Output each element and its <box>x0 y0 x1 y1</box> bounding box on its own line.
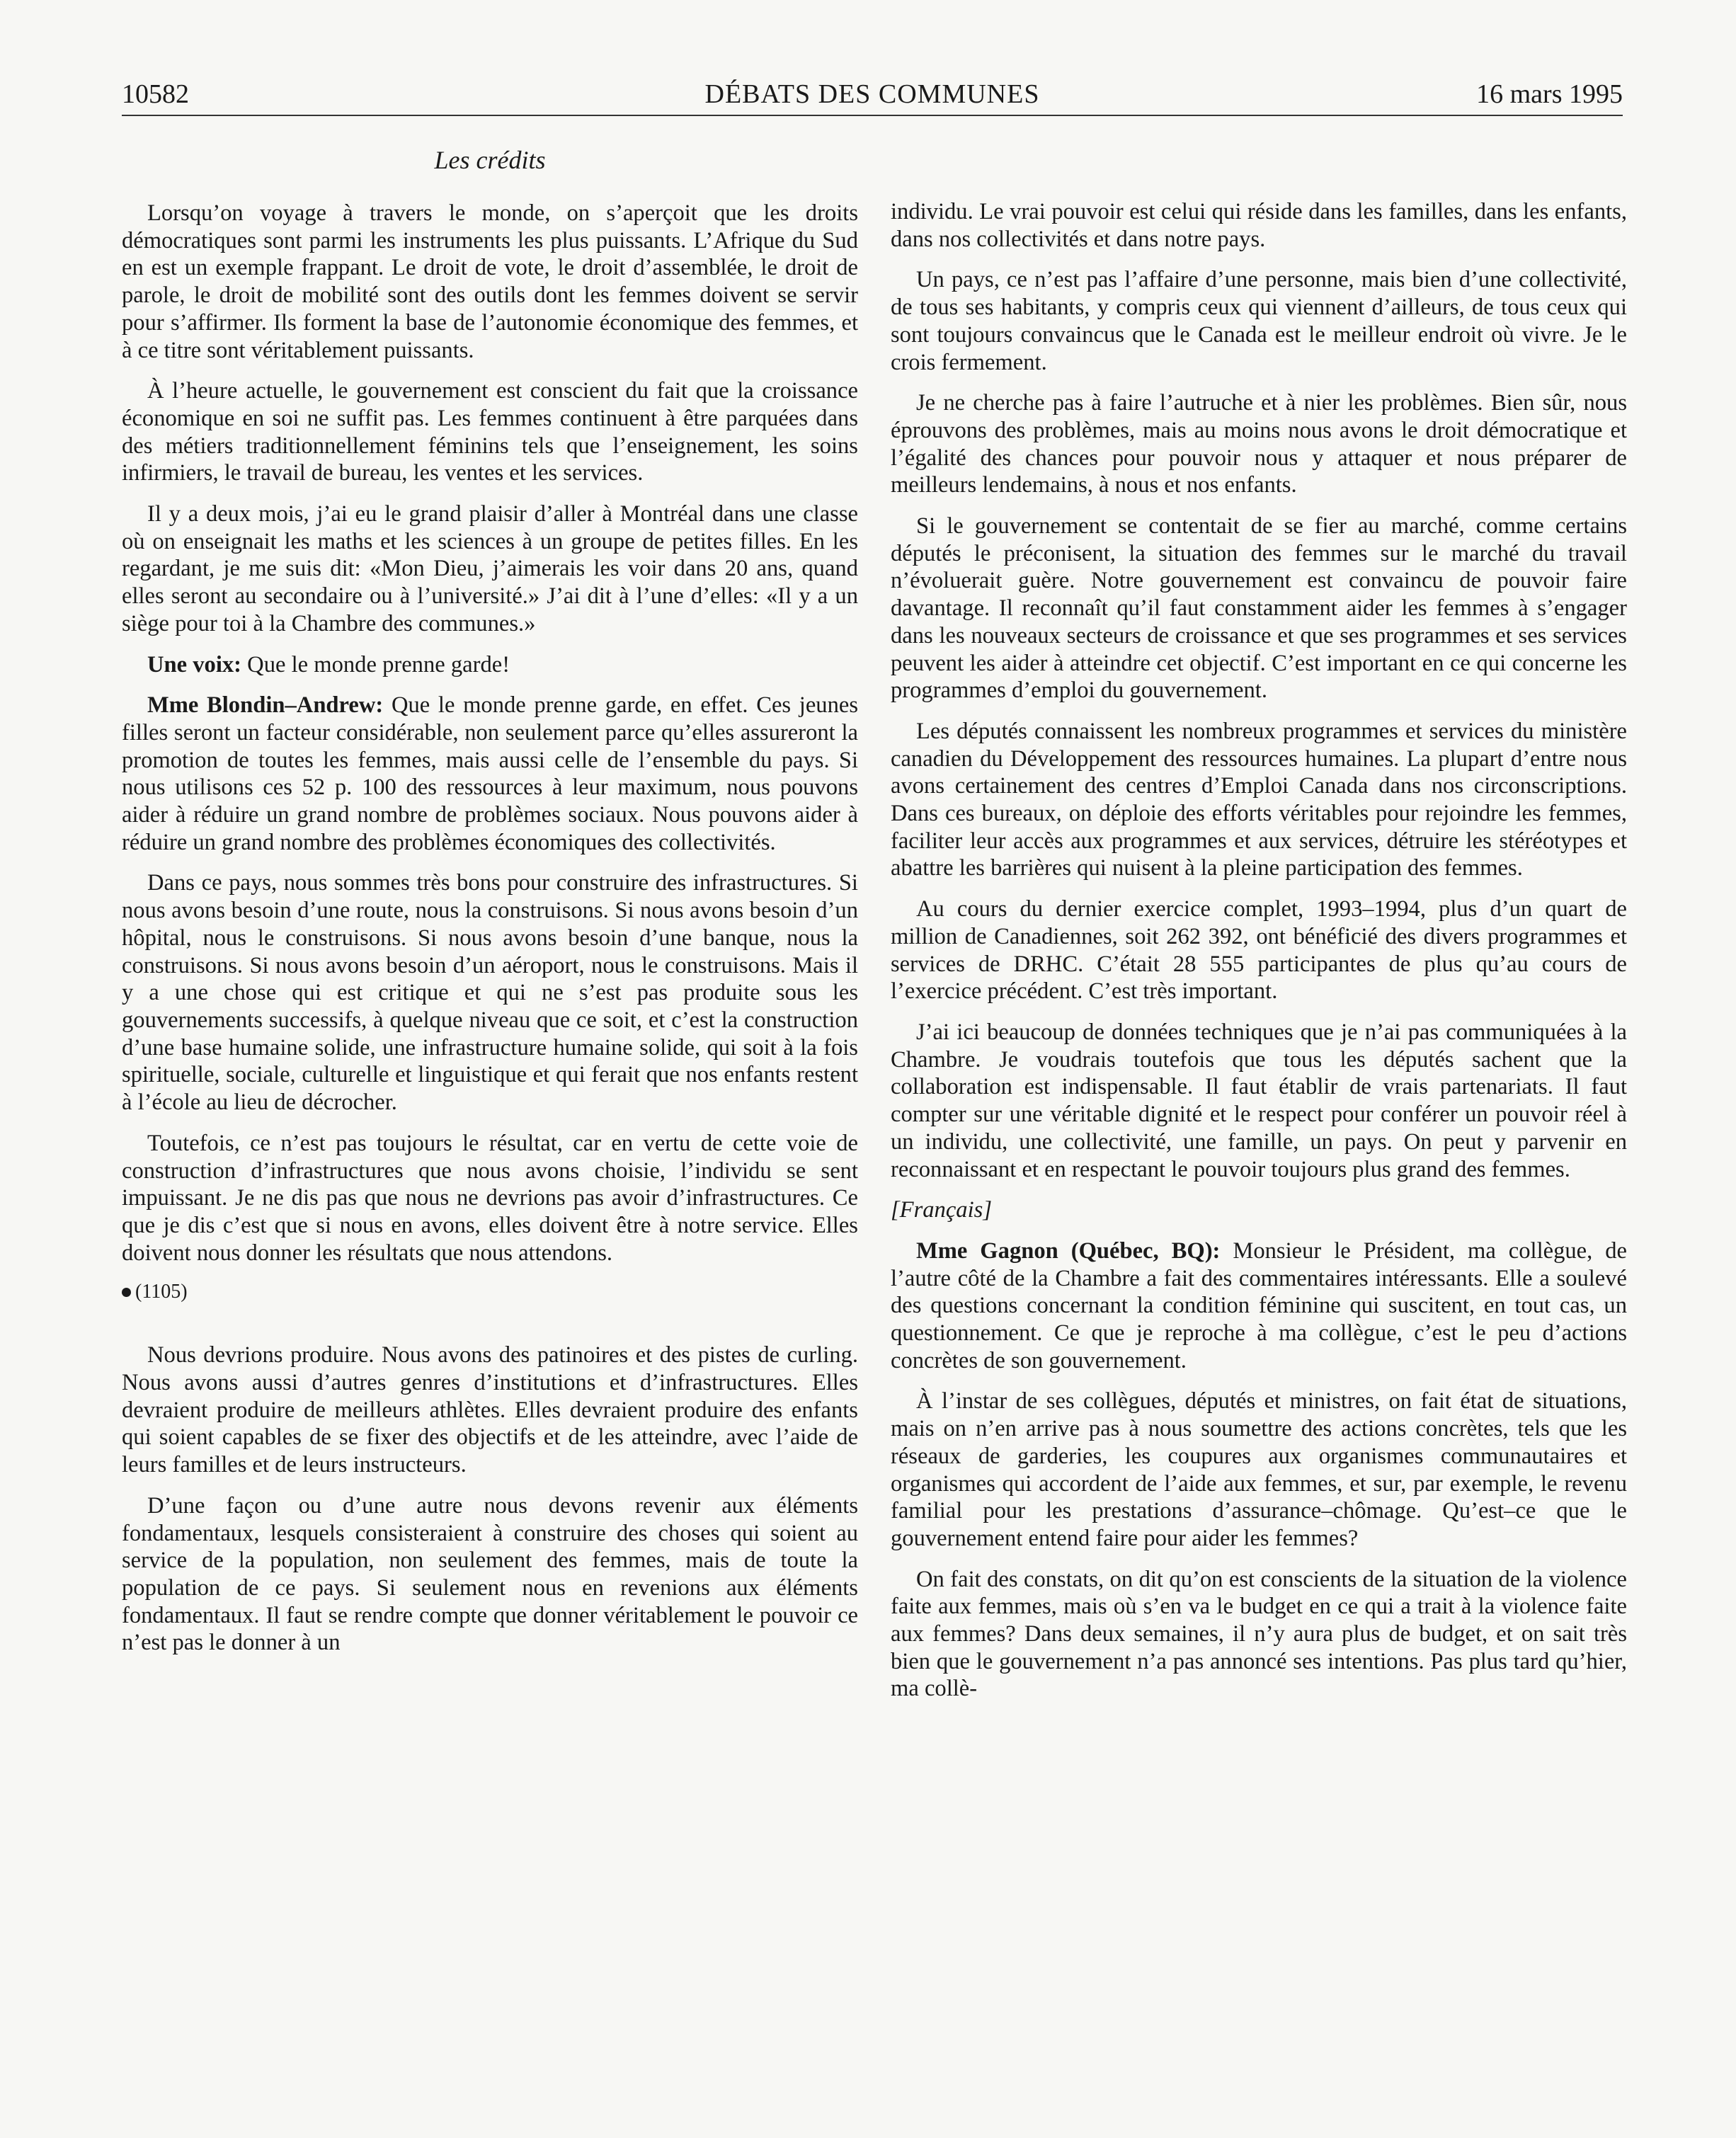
speech-text: Que le monde prenne garde! <box>241 651 510 678</box>
speaker-name: Mme Gagnon (Québec, BQ): <box>916 1237 1221 1264</box>
paragraph: Au cours du dernier exercice complet, 1993–1994, plus d’un quart de million de Canadiennes, soit 262 392, ont bénéficié des divers programmes et services de DRHC. C’était 28 555 participantes de plus qu’au cours de l’exercice précédent. C’est très important. <box>891 896 1627 1005</box>
paragraph: On fait des constats, on dit qu’on est conscients de la situation de la violence faite aux femmes, mais où s’en va le budget en ce qui a trait à la violence faite aux femmes? Dans deux semaines, il n’y aura plus de budget, et on sait très bien que le gouvernement n’a pas annoncé ses intentions. Pas plus tard qu’hier, ma collè- <box>891 1566 1627 1702</box>
page-number: 10582 <box>122 79 189 109</box>
paragraph: Lorsqu’on voyage à travers le monde, on s’aperçoit que les droits démocratiques sont parmi les instruments les plus puissants. L’Afrique du Sud en est un exemple frappant. Le droit de vote, le droit d’assemblée, le droit de parole, le droit de mobilité sont des outils dont les femmes doivent se servir pour s’affirmer. Ils forment la base de l’autonomie économique des femmes, et à ce titre sont véritablement puissants. <box>122 200 858 363</box>
paragraph: J’ai ici beaucoup de données techniques que je n’ai pas communiquées à la Chambre. Je voudrais toutefois que tous les députés sachent que la collaboration est indispensable. Il faut établir de vrais partenariats. Il faut compter sur une véritable dignité et le respect pour conférer un pouvoir réel à un individu, une collectivité, une famille, un pays. On peut y parvenir en reconnaissant et en respectant le pouvoir toujours plus grand des femmes. <box>891 1019 1627 1182</box>
journal-title: DÉBATS DES COMMUNES <box>704 79 1040 109</box>
header-rule <box>122 115 1623 116</box>
paragraph: Si le gouvernement se contentait de se fier au marché, comme certains députés le préconisent, la situation des femmes sur le marché du travail n’évoluerait guère. Notre gouvernement est convaincu de pouvoir faire davantage. Il reconnaît qu’il faut constamment aider les femmes à s’engager dans les nouveaux secteurs de croissance et que ses programmes et ses services peuvent les aider à atteindre cet objectif. C’est important en ce qui concerne les programmes d’emploi du gouvernement. <box>891 513 1627 704</box>
paragraph: Nous devrions produire. Nous avons des patinoires et des pistes de curling. Nous avons aussi d’autres genres d’institutions et d’infrastructures. Elles devraient produire de meilleurs athlètes. Elles devraient produire des enfants qui soient capables de se fixer des objectifs et de les atteindre, avec l’aide de leurs familles et de leurs instructeurs. <box>122 1342 858 1478</box>
speech-paragraph <box>891 1237 1627 1375</box>
paragraph: Dans ce pays, nous sommes très bons pour construire des infrastructures. Si nous avons besoin d’une route, nous la construisons. Si nous avons besoin d’un hôpital, nous le construisons. Si nous avons besoin d’une banque, nous la construisons. Si nous avons besoin d’un aéroport, nous le construisons. Mais il y a une chose qui est critique et qui ne s’est pas produite sous les gouvernements successifs, à quelque niveau que ce soit, et c’est la construction d’une base humaine solide, une infrastructure humaine solide, qui soit à la fois spirituelle, sociale, culturelle et linguistique et qui ferait que nos enfants restent à l’école au lieu de décrocher. <box>122 870 858 1116</box>
paragraph: Toutefois, ce n’est pas toujours le résultat, car en vertu de cette voie de construction d’infrastructures que nous avons choisie, l’individu se sent impuissant. Je ne dis pas que nous ne devrions pas avoir d’infrastructures. Ce que je dis c’est que si nous en avons, elles doivent être à notre service. Elles doivent nous donner les résultats que nous attendons. <box>122 1130 858 1266</box>
paragraph: À l’heure actuelle, le gouvernement est conscient du fait que la croissance économique en soi ne suffit pas. Les femmes continuent à être parquées dans des métiers traditionnellement féminins tels que l’enseignement, les soins infirmiers, le travail de bureau, les ventes et les services. <box>122 378 858 486</box>
speech-text: Monsieur le Président, ma collègue, de l’autre côté de la Chambre a fait des commentaires intéressants. Elle a soulevé des questions concernant la condition féminine qui suscitent, en tout cas, un questionnement. Ce que je reproche à ma collègue, c’est le peu d’actions concrètes de son gouvernement. <box>891 1237 1627 1373</box>
time-marker-text: (1105) <box>135 1281 188 1303</box>
speech-paragraph <box>122 692 858 856</box>
right-column <box>891 198 1627 1716</box>
language-tag: [Français] <box>891 1197 992 1223</box>
paragraph: À l’instar de ses collègues, députés et ministres, on fait état de situations, mais on n’en arrive pas à nous soumettre des actions concrètes, tels que les réseaux de garderies, les coupures aux organismes communautaires et organismes qui accordent de l’aide aux femmes, et sur, par exemple, le revenu familial pour les prestations d’assurance–chômage. Qu’est–ce que le gouvernement entend faire pour aider les femmes? <box>891 1388 1627 1551</box>
paragraph: Les députés connaissent les nombreux programmes et services du ministère canadien du Développement des ressources humaines. La plupart d’entre nous avons certainement des centres d’Emploi Canada dans nos circonscriptions. Dans ces bureaux, on déploie des efforts véritables pour rejoindre les femmes, faciliter leur accès aux programmes et aux services, détruire les stéréotypes et abattre les barrières qui nuisent à la pleine participation des femmes. <box>891 718 1627 881</box>
issue-date: 16 mars 1995 <box>1476 79 1623 109</box>
speech-paragraph <box>122 651 858 679</box>
left-column <box>122 200 858 1670</box>
paragraph-continuation: individu. Le vrai pouvoir est celui qui réside dans les familles, dans les enfants, dans nos collectivités et dans notre pays. <box>891 199 1627 252</box>
paragraph: D’une façon ou d’une autre nous devons revenir aux éléments fondamentaux, lesquels consisteraient à construire des choses qui soient au service de la population, non seulement des femmes, mais de toute la population de ce pays. Si seulement nous en revenions aux éléments fondamentaux. Il faut se rendre compte que donner véritablement le pouvoir ce n’est pas le donner à un <box>122 1492 858 1656</box>
bullet-dot-icon <box>122 1288 131 1297</box>
time-marker <box>122 1281 858 1303</box>
section-title: Les crédits <box>434 146 546 174</box>
paragraph: Un pays, ce n’est pas l’affaire d’une personne, mais bien d’une collectivité, de tous ses habitants, y compris ceux qui viennent d’ailleurs, de tous ceux qui sont toujours convaincus que le Canada est le meilleur endroit où vivre. Je le crois fermement. <box>891 267 1627 375</box>
speaker-name: Une voix: <box>147 651 242 678</box>
speech-text: Que le monde prenne garde, en effet. Ces jeunes filles seront un facteur considérable, non seulement parce qu’elles assureront la promotion de toutes les femmes, mais aussi celle de l’ensemble du pays. Si nous utilisons ces 52 p. 100 des ressources à leur maximum, nous pouvons aider à réduire un grand nombre de problèmes sociaux. Nous pouvons aider à réduire un grand nombre des problèmes économiques des collectivités. <box>122 692 858 855</box>
speaker-name: Mme Blondin–Andrew: <box>147 692 384 719</box>
paragraph: Je ne cherche pas à faire l’autruche et à nier les problèmes. Bien sûr, nous éprouvons des problèmes, mais au moins nous avons le droit démocratique et l’égalité des chances pour pouvoir nous y attaquer et nous préparer de meilleurs lendemains, à nous et nos enfants. <box>891 390 1627 498</box>
page-header <box>122 74 1623 118</box>
paragraph: Il y a deux mois, j’ai eu le grand plaisir d’aller à Montréal dans une classe où on enseignait les maths et les sciences à un groupe de petites filles. En les regardant, je me suis dit: «Mon Dieu, j’aimerais les voir dans 20 ans, quand elles seront au secondaire ou à l’université.» J’ai dit à l’une d’elles: «Il y a un siège pour toi à la Chambre des communes.» <box>122 501 858 636</box>
